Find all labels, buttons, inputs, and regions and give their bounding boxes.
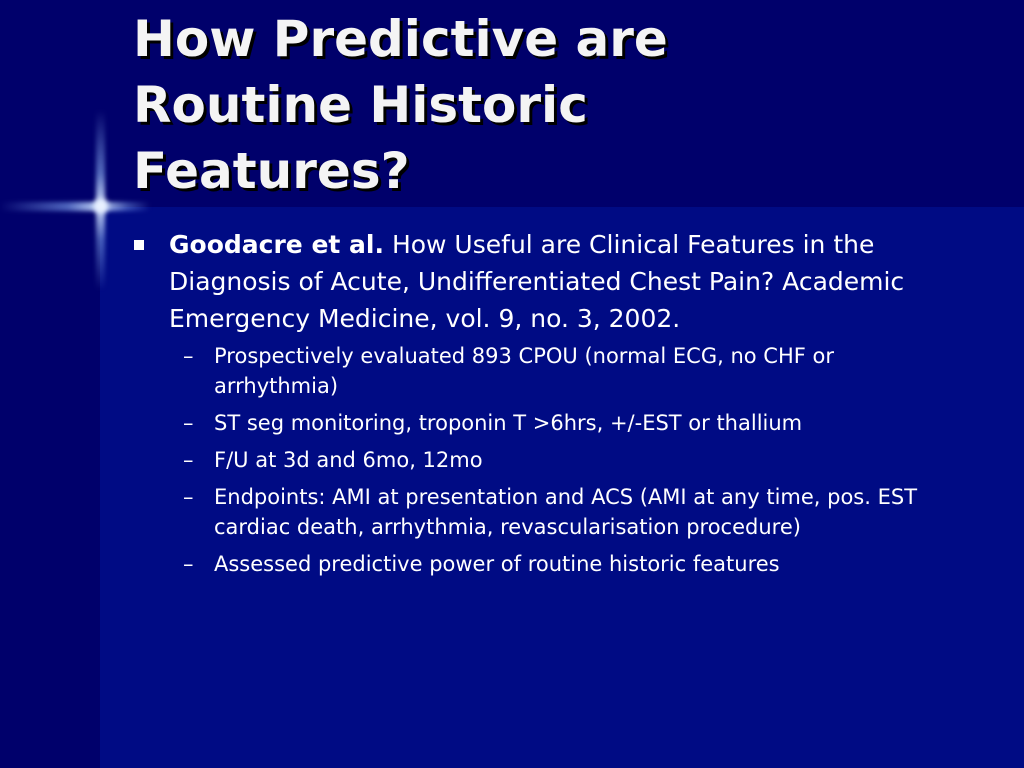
sub-bullet-text: ST seg monitoring, troponin T >6hrs, +/-EST or thallium [214, 411, 803, 435]
sub-bullet-item [132, 549, 962, 579]
sub-bullet-item [132, 445, 962, 475]
title-line: Routine Historic [133, 76, 588, 134]
citation-text: How Useful are Clinical Features in the Diagnosis of Acute, Undifferentiated Chest Pain? Academic Emergency Medicine, vol. 9, no. 3, 2002. [169, 230, 905, 333]
left-background-band [0, 0, 100, 768]
sub-bullet-item [132, 482, 962, 542]
title-line: How Predictive are [133, 10, 668, 68]
sparkle-center [94, 199, 108, 213]
dash-bullet-icon: – [183, 485, 194, 509]
bullet-item [132, 226, 962, 337]
citation-authors: Goodacre et al. [169, 230, 384, 259]
title-line: Features? [133, 142, 410, 200]
sparkle-horizontal-ray [0, 202, 150, 211]
slide-body [132, 226, 962, 586]
dash-bullet-icon: – [183, 411, 194, 435]
sub-bullet-text: F/U at 3d and 6mo, 12mo [214, 448, 483, 472]
dash-bullet-icon: – [183, 448, 194, 472]
sub-bullet-list [132, 341, 962, 579]
dash-bullet-icon: – [183, 344, 194, 368]
square-bullet-icon [134, 240, 144, 250]
sub-bullet-text: Endpoints: AMI at presentation and ACS (AMI at any time, pos. EST cardiac death, arrhythmia, revascularisation procedure) [214, 485, 918, 539]
sub-bullet-text: Assessed predictive power of routine historic features [214, 552, 780, 576]
sub-bullet-text: Prospectively evaluated 893 CPOU (normal ECG, no CHF or arrhythmia) [214, 344, 834, 398]
sub-bullet-item [132, 341, 962, 401]
dash-bullet-icon: – [183, 552, 194, 576]
slide-title [133, 6, 1003, 204]
sub-bullet-item [132, 408, 962, 438]
